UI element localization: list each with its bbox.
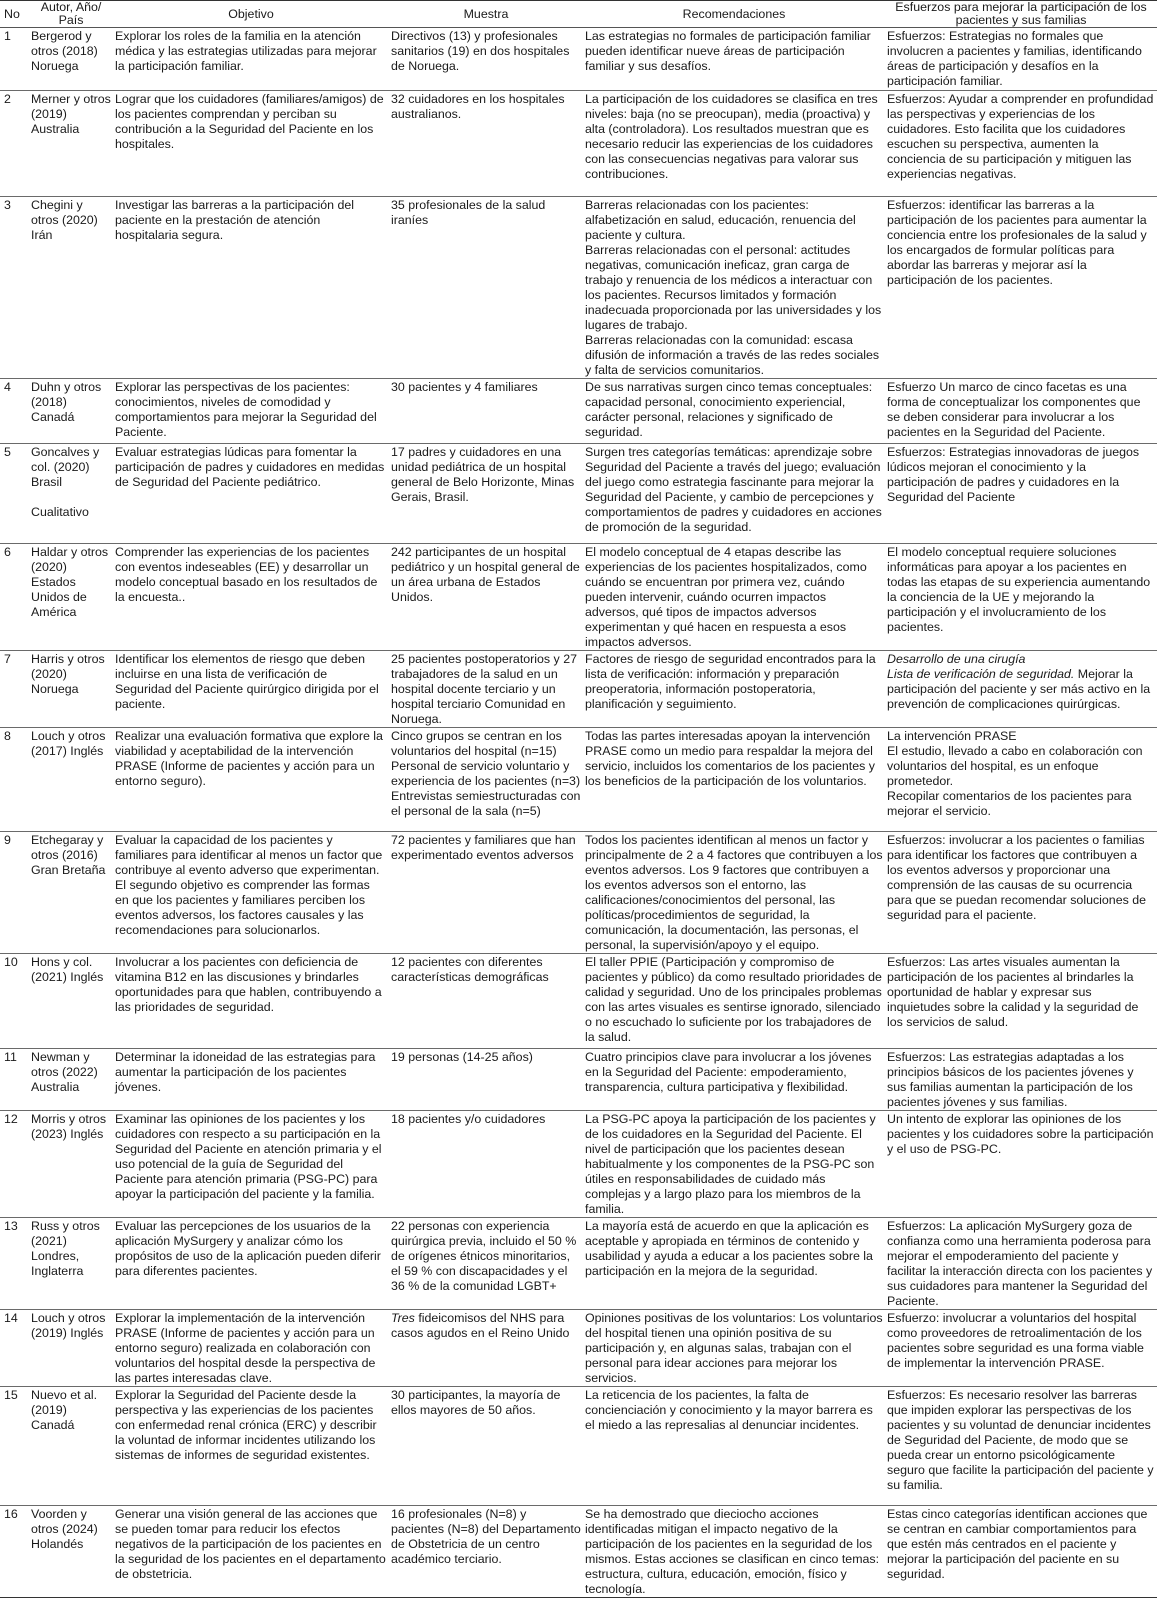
table-row: [0, 28, 1157, 91]
cell-recomendaciones-text: Factores de riesgo de seguridad encontrados para la lista de verificación: información y preparación preoperatoria, información postoperatoria, planificación y seguimiento.: [585, 652, 876, 711]
cell-objetivo: [113, 1218, 389, 1310]
cell-no-text: 7: [4, 652, 11, 666]
cell-muestra: [389, 1387, 583, 1506]
cell-objetivo: [113, 1049, 389, 1111]
cell-esfuerzos: [885, 1506, 1157, 1598]
cell-muestra: [389, 1218, 583, 1310]
table-row: [0, 444, 1157, 544]
cell-objetivo-text: Explorar la implementación de la intervención PRASE (Informe de pacientes y acción para un entorno seguro) realizada en colaboración con voluntarios del hospital desde la perspectiva de las partes interesadas clave.: [115, 1311, 376, 1385]
cell-esfuerzos-text: Esfuerzos: Estrategias no formales que involucren a pacientes y familias, identificando áreas de participación y desafíos en la participación familiar.: [887, 29, 1142, 88]
cell-muestra: [389, 379, 583, 444]
cell-no: [0, 28, 29, 91]
cell-esfuerzos: [885, 379, 1157, 444]
cell-esfuerzos-text: Esfuerzos: identificar las barreras a la participación de los pacientes para aumentar la conciencia entre los profesionales de la salud y los encargados de formular políticas para abordar las barreras y mejorar así la participación de los pacientes.: [887, 198, 1147, 287]
table-row: [0, 728, 1157, 832]
table-row: [0, 1218, 1157, 1310]
cell-autor: [29, 91, 113, 197]
cell-esfuerzos-italic-text: Desarrollo de una cirugía Lista de verificación de seguridad.: [887, 652, 1075, 681]
cell-no: [0, 544, 29, 651]
cell-esfuerzos: [885, 954, 1157, 1049]
cell-no: [0, 91, 29, 197]
cell-objetivo: [113, 1111, 389, 1218]
cell-muestra-text: 16 profesionales (N=8) y pacientes (N=8) del Departamento de Obstetricia de un centro académico terciario.: [391, 1507, 581, 1566]
cell-esfuerzos-text: Esfuerzos: involucrar a los pacientes o familias para identificar los factores que contribuyen a los eventos adversos y proporcionar una comprensión de las causas de su ocurrencia para que se puedan recomendar soluciones de seguridad para el paciente.: [887, 833, 1147, 922]
cell-esfuerzos: [885, 197, 1157, 379]
cell-recomendaciones-text: Todas las partes interesadas apoyan la intervención PRASE como un medio para respaldar la mejora del servicio, incluidos los comentarios de los pacientes y los beneficios de la participación de los voluntarios.: [585, 729, 875, 788]
cell-autor-text: Newman y otros (2022) Australia: [31, 1050, 98, 1094]
cell-recomendaciones: [583, 1310, 885, 1387]
cell-no-text: 5: [4, 445, 11, 459]
cell-recomendaciones-text: La reticencia de los pacientes, la falta de concienciación y conocimiento y la mayor barrera es el miedo a las represalias al denunciar incidentes.: [585, 1388, 873, 1432]
cell-esfuerzos: [885, 91, 1157, 197]
cell-esfuerzos-text: Mejorar la participación del paciente y ser más activo en la prevención de complicaciones quirúrgicas.: [887, 667, 1151, 711]
header-autor-label: Autor, Año/ País: [40, 0, 102, 27]
cell-autor-text: Louch y otros (2017) Inglés: [31, 729, 106, 758]
cell-autor: [29, 1218, 113, 1310]
cell-muestra-text: 72 pacientes y familiares que han experimentado eventos adversos: [391, 833, 576, 862]
header-autor: [29, 1, 113, 28]
cell-esfuerzos: [885, 728, 1157, 832]
cell-autor-text: Bergerod y otros (2018) Noruega: [31, 29, 98, 73]
cell-recomendaciones: [583, 444, 885, 544]
cell-recomendaciones: [583, 954, 885, 1049]
cell-no: [0, 651, 29, 728]
cell-autor: [29, 651, 113, 728]
cell-autor-text: Hons y col. (2021) Inglés: [31, 955, 104, 984]
cell-no-text: 3: [4, 198, 11, 212]
cell-no: [0, 832, 29, 954]
cell-autor: [29, 832, 113, 954]
cell-recomendaciones: [583, 1049, 885, 1111]
cell-autor-text: Duhn y otros (2018) Canadá: [31, 380, 102, 424]
table-row: [0, 197, 1157, 379]
cell-autor-text: Nuevo et al. (2019) Canadá: [31, 1388, 98, 1432]
table-row: [0, 1111, 1157, 1218]
cell-no-text: 8: [4, 729, 11, 743]
cell-esfuerzos-text: Esfuerzo Un marco de cinco facetas es una forma de conceptualizar los componentes que se deben considerar para involucrar a los pacientes en la Seguridad del Paciente.: [887, 380, 1141, 439]
cell-muestra: [389, 1111, 583, 1218]
cell-muestra: [389, 651, 583, 728]
cell-objetivo: [113, 832, 389, 954]
cell-no-text: 15: [4, 1388, 18, 1402]
cell-recomendaciones-text: Las estrategias no formales de participación familiar pueden identificar nueve áreas de participación familiar y sus desafíos.: [585, 29, 871, 73]
cell-recomendaciones: [583, 651, 885, 728]
table-row: [0, 1506, 1157, 1598]
cell-muestra: [389, 832, 583, 954]
cell-muestra-text: Directivos (13) y profesionales sanitarios (19) en dos hospitales de Noruega.: [391, 29, 570, 73]
cell-no-text: 13: [4, 1219, 18, 1233]
cell-esfuerzos: [885, 1310, 1157, 1387]
cell-autor: [29, 1049, 113, 1111]
cell-muestra: [389, 444, 583, 544]
cell-recomendaciones: [583, 1506, 885, 1598]
cell-autor: [29, 1310, 113, 1387]
cell-esfuerzos-text: El modelo conceptual requiere soluciones informáticas para apoyar a los pacientes en todas las etapas de su experiencia aumentando la conciencia de la UE y mejorando la participación y el involucramiento de los pacientes.: [887, 545, 1151, 634]
cell-recomendaciones: [583, 832, 885, 954]
cell-esfuerzos: [885, 1387, 1157, 1506]
cell-esfuerzos: [885, 1111, 1157, 1218]
table-row: [0, 832, 1157, 954]
cell-esfuerzos-text: Esfuerzos: La aplicación MySurgery goza de confianza como una herramienta poderosa para mejorar el empoderamiento del paciente y facilitar la interacción directa con los pacientes y sus cuidadores para mantener la Seguridad del Paciente.: [887, 1219, 1153, 1308]
cell-autor-text: Haldar y otros (2020) Estados Unidos de América: [31, 545, 109, 619]
cell-muestra: [389, 544, 583, 651]
cell-esfuerzos-text: Esfuerzos: Ayudar a comprender en profundidad las perspectivas y experiencias de los cuidadores. Esto facilita que los cuidadores escuchen su perspectiva, aumenten la conciencia de su participación y mitiguen las experiencias negativas.: [887, 92, 1154, 181]
cell-autor-text: Voorden y otros (2024) Holandés: [31, 1507, 98, 1551]
cell-no: [0, 379, 29, 444]
cell-esfuerzos-text: Esfuerzo: involucrar a voluntarios del hospital como proveedores de retroalimentación de los pacientes sobre seguridad es una forma viable de implementar la intervención PRASE.: [887, 1311, 1144, 1370]
cell-recomendaciones: [583, 728, 885, 832]
cell-muestra-text: 19 personas (14-25 años): [391, 1050, 533, 1064]
cell-objetivo: [113, 1506, 389, 1598]
cell-recomendaciones: [583, 379, 885, 444]
cell-muestra: [389, 1506, 583, 1598]
cell-objetivo-text: Comprender las experiencias de los pacientes con eventos indeseables (EE) y desarrollar un modelo conceptual basado en los resultados de la encuesta..: [115, 545, 378, 604]
cell-muestra-italic-text: Tres: [391, 1311, 415, 1325]
cell-muestra-text: 22 personas con experiencia quirúrgica previa, incluido el 50 % de orígenes étnicos minoritarios, el 59 % con discapacidades y el 36 % de la comunidad LGBT+: [391, 1219, 577, 1293]
cell-autor-text: Etchegaray y otros (2016) Gran Bretaña: [31, 833, 106, 877]
cell-esfuerzos: [885, 544, 1157, 651]
cell-muestra-text: 242 participantes de un hospital pediátrico y un hospital general de un área urbana de Estados Unidos.: [391, 545, 580, 604]
cell-no: [0, 1218, 29, 1310]
cell-autor: [29, 954, 113, 1049]
cell-recomendaciones-text: La mayoría está de acuerdo en que la aplicación es aceptable y apropiada en términos de contenido y usabilidad y ayuda a educar a los pacientes sobre la participación en la mejora de la seguridad.: [585, 1219, 873, 1278]
table-row: [0, 1387, 1157, 1506]
cell-objetivo-text: Lograr que los cuidadores (familiares/amigos) de los pacientes comprendan y perciban su contribución a la Seguridad del Paciente en los hospitales.: [115, 92, 384, 151]
cell-recomendaciones-text: Cuatro principios clave para involucrar a los jóvenes en la Seguridad del Paciente: empoderamiento, transparencia, cultura participativa y flexibilidad.: [585, 1050, 872, 1094]
cell-recomendaciones: [583, 1111, 885, 1218]
cell-no-text: 9: [4, 833, 11, 847]
header-row: [0, 1, 1157, 28]
cell-no: [0, 1387, 29, 1506]
table-row: [0, 91, 1157, 197]
cell-esfuerzos: [885, 1218, 1157, 1310]
cell-recomendaciones-text: De sus narrativas surgen cinco temas conceptuales: capacidad personal, conocimiento experiencial, carácter personal, relaciones y significado de seguridad.: [585, 380, 873, 439]
cell-esfuerzos: [885, 444, 1157, 544]
cell-objetivo: [113, 197, 389, 379]
cell-objetivo-text: Explorar las perspectivas de los pacientes: conocimientos, niveles de comodidad y comportamientos para mejorar la Seguridad del Paciente.: [115, 380, 377, 439]
cell-objetivo-text: Examinar las opiniones de los pacientes y los cuidadores con respecto a su participación en la Seguridad del Paciente en atención primaria y el uso potencial de la guía de Seguridad del Paciente para atención primaria (PSG-PC) para apoyar la participación del paciente y la familia.: [115, 1112, 382, 1201]
cell-esfuerzos-text: Esfuerzos: Las estrategias adaptadas a los principios básicos de los pacientes jóvenes y sus familias aumentan la participación de los pacientes jóvenes y sus familias.: [887, 1050, 1134, 1109]
cell-objetivo: [113, 728, 389, 832]
cell-muestra-text: 17 padres y cuidadores en una unidad pediátrica de un hospital general de Belo Horizonte, Minas Gerais, Brasil.: [391, 445, 575, 504]
cell-muestra-text: 12 pacientes con diferentes características demográficas: [391, 955, 549, 984]
cell-objetivo: [113, 1310, 389, 1387]
cell-autor-text: Merner y otros (2019) Australia: [31, 92, 111, 136]
cell-no: [0, 1310, 29, 1387]
cell-no: [0, 954, 29, 1049]
cell-muestra-text: Cinco grupos se centran en los voluntarios del hospital (n=15) Personal de servicio voluntario y experiencia de los pacientes (n=3) Entrevistas semiestructuradas con el personal de la sala (n=5): [391, 729, 581, 818]
cell-recomendaciones-text: La participación de los cuidadores se clasifica en tres niveles: baja (no se preocupan), media (proactiva) y alta (controladora). Los resultados muestran que es necesario reducir las experiencias de los cuidadores con las consecuencias negativas para valorar sus contribuciones.: [585, 92, 878, 181]
cell-objetivo-text: Investigar las barreras a la participación del paciente en la prestación de atención hospitalaria segura.: [115, 198, 354, 242]
table-row: [0, 954, 1157, 1049]
cell-autor-text: Chegini y otros (2020) Irán: [31, 198, 98, 242]
cell-autor: [29, 379, 113, 444]
cell-no-text: 11: [4, 1050, 17, 1064]
cell-recomendaciones: [583, 1387, 885, 1506]
cell-objetivo-text: Evaluar las percepciones de los usuarios de la aplicación MySurgery y analizar cómo los propósitos de uso de la aplicación pueden diferir para diferentes pacientes.: [115, 1219, 381, 1278]
cell-autor-text: Louch y otros (2019) Inglés: [31, 1311, 106, 1340]
cell-objetivo-text: Generar una visión general de las acciones que se pueden tomar para reducir los efectos negativos de la participación de los pacientes en la seguridad de los pacientes en el departamento de obstetricia.: [115, 1507, 386, 1581]
cell-autor: [29, 728, 113, 832]
cell-autor: [29, 1111, 113, 1218]
cell-autor: [29, 544, 113, 651]
cell-objetivo: [113, 544, 389, 651]
cell-muestra: [389, 728, 583, 832]
cell-no-text: 14: [4, 1311, 18, 1325]
table-row: [0, 544, 1157, 651]
header-no: No: [4, 6, 20, 21]
cell-recomendaciones-text: Opiniones positivas de los voluntarios: Los voluntarios del hospital tienen una opinión positiva de su participación y, en algunas salas, trabajan con el personal para idear acciones para mejorar los servicios.: [585, 1311, 883, 1385]
cell-muestra: [389, 28, 583, 91]
cell-no-text: 16: [4, 1507, 18, 1521]
table-row: [0, 1310, 1157, 1387]
cell-muestra: [389, 91, 583, 197]
cell-autor: [29, 444, 113, 544]
cell-no-text: 6: [4, 545, 11, 559]
cell-autor: [29, 28, 113, 91]
header-muestra: Muestra: [463, 6, 509, 21]
cell-esfuerzos-text: Esfuerzos: Es necesario resolver las barreras que impiden explorar las perspectivas de los pacientes y su voluntad de denunciar incidentes de Seguridad del Paciente, de modo que se pueda crear un entorno psicológicamente seguro que facilite la participación del paciente y su familia.: [887, 1388, 1154, 1492]
cell-objetivo: [113, 28, 389, 91]
table-row: [0, 651, 1157, 728]
cell-muestra-text: 30 pacientes y 4 familiares: [391, 380, 538, 394]
cell-recomendaciones-text: El taller PPIE (Participación y compromiso de pacientes y público) da como resultado prioridades de calidad y seguridad. Uno de los principales problemas con las artes visuales es sentirse ignorado, silenciado o no escuchado lo suficiente por los trabajadores de la salud.: [585, 955, 882, 1044]
cell-objetivo: [113, 379, 389, 444]
cell-recomendaciones: [583, 544, 885, 651]
cell-esfuerzos: [885, 832, 1157, 954]
cell-no-text: 2: [4, 92, 11, 106]
cell-no: [0, 1049, 29, 1111]
cell-esfuerzos-text: Esfuerzos: Estrategias innovadoras de juegos lúdicos mejoran el conocimiento y la participación de padres y cuidadores en la Seguridad del Paciente: [887, 445, 1140, 504]
cell-muestra-text: 25 pacientes postoperatorios y 27 trabajadores de la salud en un hospital docente terciario y un hospital terciario Comunidad en Noruega.: [391, 652, 577, 726]
cell-objetivo-text: Identificar los elementos de riesgo que deben incluirse en una lista de verificación de Seguridad del Paciente quirúrgico dirigida por el paciente.: [115, 652, 379, 711]
cell-no-text: 10: [4, 955, 18, 969]
cell-objetivo: [113, 91, 389, 197]
cell-recomendaciones-text: Barreras relacionadas con los pacientes: alfabetización en salud, educación, renuencia del paciente y cultura. Barreras relacionadas con el personal: actitudes negativas, comunicación ineficaz, gran carga de trabajo y renuencia de los médicos a interactuar con los pacientes. Recursos limitados y formación inadecuada proporcionada por las universidades y los lugares de trabajo. Barreras relacionadas con la comunidad: escasa difusión de información a través de las redes sociales y falta de servicios comunitarios.: [585, 198, 882, 377]
cell-muestra-text: fideicomisos del NHS para casos agudos en el Reino Unido: [391, 1311, 570, 1340]
cell-esfuerzos: [885, 28, 1157, 91]
cell-no: [0, 197, 29, 379]
cell-no-text: 1: [4, 29, 11, 43]
cell-esfuerzos-text: Esfuerzos: Las artes visuales aumentan la participación de los pacientes al brindarles la oportunidad de hablar y expresar sus inquietudes sobre la calidad y la seguridad de los servicios de salud.: [887, 955, 1139, 1029]
cell-autor-text: Goncalves y col. (2020) Brasil Cualitativo: [31, 445, 100, 519]
cell-recomendaciones: [583, 197, 885, 379]
table-row: [0, 1049, 1157, 1111]
cell-autor-text: Harris y otros (2020) Noruega: [31, 652, 105, 696]
cell-muestra: [389, 197, 583, 379]
cell-objetivo: [113, 444, 389, 544]
cell-objetivo: [113, 1387, 389, 1506]
cell-recomendaciones-text: Todos los pacientes identifican al menos un factor y principalmente de 2 a 4 factores que contribuyen a los eventos adversos. Los 9 factores que contribuyen a los eventos adversos son el entorno, las calificaciones/conocimientos del personal, las políticas/procedimientos de seguridad, la comunicación, la documentación, las personas, el personal, la supervisión/apoyo y el equipo.: [585, 833, 883, 952]
cell-esfuerzos-text: Estas cinco categorías identifican acciones que se centran en cambiar comportamientos para que estén más centrados en el paciente y mejorar la participación del paciente en su seguridad.: [887, 1507, 1148, 1581]
cell-autor-text: Morris y otros (2023) Inglés: [31, 1112, 107, 1141]
cell-objetivo-text: Realizar una evaluación formativa que explore la viabilidad y aceptabilidad de la intervención PRASE (Informe de pacientes y acción para un entorno seguro).: [115, 729, 383, 788]
cell-objetivo-text: Evaluar la capacidad de los pacientes y familiares para identificar al menos un factor que contribuye al evento adverso que experimentan. El segundo objetivo es comprender las formas en que los pacientes y familiares perciben los eventos adversos, los factores causales y las recomendaciones para solucionarlos.: [115, 833, 383, 937]
cell-objetivo-text: Evaluar estrategias lúdicas para fomentar la participación de padres y cuidadores en medidas de Seguridad del Paciente pediátrico.: [115, 445, 385, 489]
cell-recomendaciones-text: La PSG-PC apoya la participación de los pacientes y de los cuidadores en la Seguridad del Paciente. El nivel de participación que los pacientes desean habitualmente y los componentes de la PSG-PC son útiles en responsabilidades de cuidado más complejas y a largo plazo para los miembros de la familia.: [585, 1112, 876, 1216]
cell-muestra: [389, 954, 583, 1049]
table-row: [0, 379, 1157, 444]
cell-objetivo-text: Involucrar a los pacientes con deficiencia de vitamina B12 en las discusiones y brindarles oportunidades para que hablen, contribuyendo a las prioridades de seguridad.: [115, 955, 382, 1014]
cell-recomendaciones-text: Se ha demostrado que dieciocho acciones identificadas mitigan el impacto negativo de la participación de los pacientes en la seguridad de los mismos. Estas acciones se clasifican en cinco temas: estructura, cultura, educación, emoción, físico y tecnología.: [585, 1507, 880, 1596]
cell-recomendaciones: [583, 1218, 885, 1310]
cell-autor-text: Russ y otros (2021) Londres, Inglaterra: [31, 1219, 100, 1278]
cell-muestra: [389, 1049, 583, 1111]
cell-objetivo-text: Explorar los roles de la familia en la atención médica y las estrategias utilizadas para mejorar la participación familiar.: [115, 29, 377, 73]
cell-objetivo: [113, 651, 389, 728]
cell-no-text: 12: [4, 1112, 18, 1126]
header-objetivo: Objetivo: [228, 6, 274, 21]
header-esfuerzos: Esfuerzos para mejorar la participación de los pacientes y sus familias: [895, 0, 1147, 27]
cell-objetivo: [113, 954, 389, 1049]
table-body: [0, 28, 1157, 1598]
cell-no: [0, 728, 29, 832]
cell-esfuerzos: [885, 1049, 1157, 1111]
cell-muestra: [389, 1310, 583, 1387]
header-recomendaciones: Recomendaciones: [682, 6, 786, 21]
cell-recomendaciones-text: Surgen tres categorías temáticas: aprendizaje sobre Seguridad del Paciente a través del juego; evaluación del juego como estrategia fascinante para mejorar la Seguridad del Paciente, y cambio de percepciones y comportamientos de padres y cuidadores en acciones de promoción de la seguridad.: [585, 445, 882, 534]
cell-no-text: 4: [4, 380, 11, 394]
cell-muestra-text: 30 participantes, la mayoría de ellos mayores de 50 años.: [391, 1388, 561, 1417]
cell-no: [0, 1111, 29, 1218]
cell-no: [0, 444, 29, 544]
cell-no: [0, 1506, 29, 1598]
cell-objetivo-text: Explorar la Seguridad del Paciente desde la perspectiva y las experiencias de los pacientes con enfermedad renal crónica (ERC) y describir la voluntad de informar incidentes utilizando los sistemas de informes de seguridad existentes.: [115, 1388, 377, 1462]
cell-muestra-text: 32 cuidadores en los hospitales australianos.: [391, 92, 565, 121]
cell-recomendaciones: [583, 28, 885, 91]
cell-esfuerzos-text: Un intento de explorar las opiniones de los pacientes y los cuidadores sobre la participación y el uso de PSG-PC.: [887, 1112, 1154, 1156]
cell-autor: [29, 1387, 113, 1506]
cell-autor: [29, 197, 113, 379]
cell-esfuerzos-text: La intervención PRASE El estudio, llevado a cabo en colaboración con voluntarios del hospital, es un enfoque prometedor. Recopilar comentarios de los pacientes para mejorar el servicio.: [887, 729, 1143, 818]
cell-muestra-text: 35 profesionales de la salud iraníes: [391, 198, 546, 227]
cell-esfuerzos: [885, 651, 1157, 728]
table-header: [0, 1, 1157, 28]
cell-autor: [29, 1506, 113, 1598]
cell-recomendaciones: [583, 91, 885, 197]
cell-recomendaciones-text: El modelo conceptual de 4 etapas describe las experiencias de los pacientes hospitalizados, como cuándo se encuentran por primera vez, cuándo pueden intervenir, cuándo ocurren impactos adversos, qué tipos de impactos adversos experimentan y qué hacen en respuesta a esos impactos adversos.: [585, 545, 867, 649]
cell-muestra-text: 18 pacientes y/o cuidadores: [391, 1112, 546, 1126]
cell-objetivo-text: Determinar la idoneidad de las estrategias para aumentar la participación de los pacientes jóvenes.: [115, 1050, 376, 1094]
